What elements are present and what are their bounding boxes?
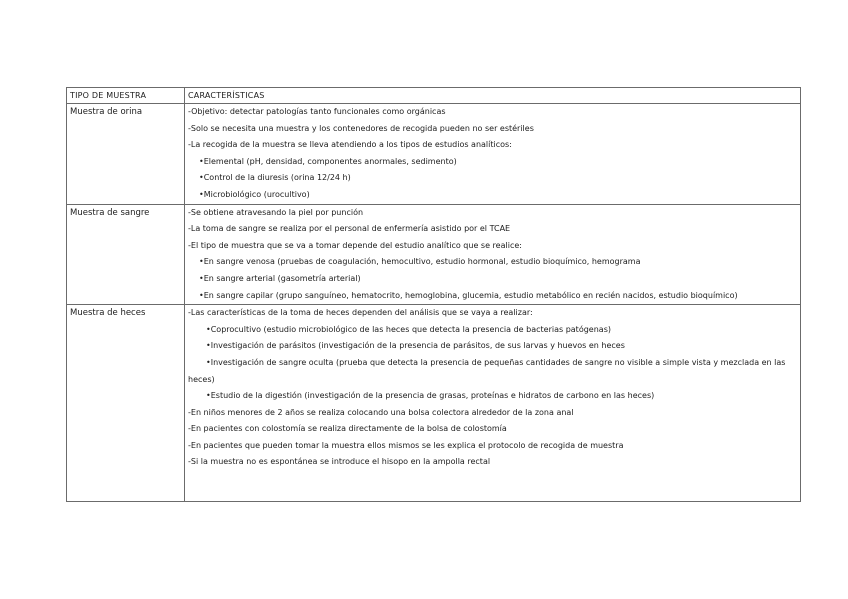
detail-bullet: •Investigación de sangre oculta (prueba que detecta la presencia de pequeñas cantidades de sangre no visible a simple vista y mezclada en las heces) (188, 357, 786, 384)
table-row-orina (67, 104, 801, 205)
row-details-orina (185, 104, 801, 205)
table-header-row (67, 88, 801, 104)
detail-bullet: •En sangre capilar (grupo sanguíneo, hematocrito, hemoglobina, glucemia, estudio metabólico en recién nacidos, estudio bioquímico) (199, 290, 738, 300)
table-row-sangre (67, 204, 801, 305)
header-characteristics: CARACTERÍSTICAS (185, 88, 801, 104)
detail-line: -Se obtiene atravesando la piel por punción (188, 207, 364, 217)
detail-bullet: •Estudio de la digestión (investigación de la presencia de grasas, proteínas e hidratos de carbono en las heces) (206, 391, 655, 401)
detail-line: -Si la muestra no es espontánea se introduce el hisopo en la ampolla rectal (188, 457, 491, 467)
detail-bullet: •Elemental (pH, densidad, componentes anormales, sedimento) (199, 156, 457, 166)
row-label-orina: Muestra de orina (67, 104, 185, 205)
detail-line: -La recogida de la muestra se lleva atendiendo a los tipos de estudios analíticos: (188, 140, 512, 150)
detail-line: -La toma de sangre se realiza por el personal de enfermería asistido por el TCAE (188, 224, 511, 234)
detail-line: -En niños menores de 2 años se realiza colocando una bolsa colectora alrededor de la zona anal (188, 407, 574, 417)
detail-line: -En pacientes con colostomía se realiza directamente de la bolsa de colostomía (188, 424, 507, 434)
detail-bullet: •Control de la diuresis (orina 12/24 h) (199, 173, 351, 183)
detail-bullet: •Microbiológico (urocultivo) (199, 189, 310, 199)
detail-bullet: •Coprocultivo (estudio microbiológico de las heces que detecta la presencia de bacterias patógenas) (206, 324, 611, 334)
row-details-sangre (185, 204, 801, 305)
detail-line: -El tipo de muestra que se va a tomar depende del estudio analítico que se realice: (188, 240, 522, 250)
sample-types-table (66, 87, 801, 502)
detail-line: -Solo se necesita una muestra y los contenedores de recogida pueden no ser estériles (188, 123, 534, 133)
detail-line: -En pacientes que pueden tomar la muestra ellos mismos se les explica el protocolo de recogida de muestra (188, 440, 624, 450)
detail-line: -Objetivo: detectar patologías tanto funcionales como orgánicas (188, 107, 446, 116)
row-label-sangre: Muestra de sangre (67, 204, 185, 305)
detail-bullet: •En sangre arterial (gasometría arterial) (199, 273, 361, 283)
detail-line: -Las características de la toma de heces dependen del análisis que se vaya a realizar: (188, 308, 533, 318)
detail-bullet: •En sangre venosa (pruebas de coagulación, hemocultivo, estudio hormonal, estudio bioquímico, hemograma (199, 257, 641, 267)
row-details-heces (185, 305, 801, 502)
header-sample-type: TIPO DE MUESTRA (67, 88, 185, 104)
row-label-heces: Muestra de heces (67, 305, 185, 502)
detail-bullet: •Investigación de parásitos (investigación de la presencia de parásitos, de sus larvas y huevos en heces (206, 341, 625, 351)
table-row-heces (67, 305, 801, 502)
